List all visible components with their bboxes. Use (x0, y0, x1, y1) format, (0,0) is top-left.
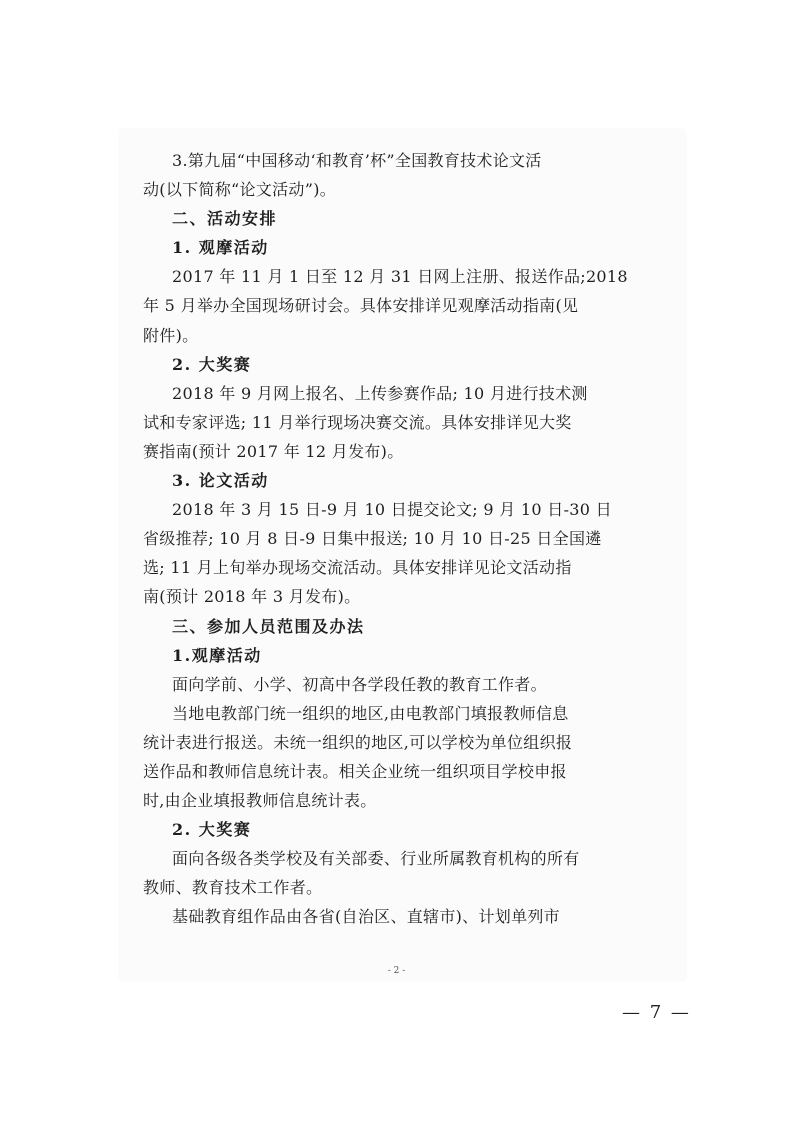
paragraph-line: 2017 年 11 月 1 日至 12 月 31 日网上注册、报送作品;2018 (172, 267, 628, 287)
paragraph-line: 附件)。 (143, 325, 199, 345)
paragraph-line: 2018 年 3 月 15 日-9 月 10 日提交论文; 9 月 10 日-30 日 (172, 500, 612, 520)
paragraph-line: 赛指南(预计 2017 年 12 月发布)。 (143, 441, 404, 461)
scan-page-number: - 2 - (387, 966, 406, 976)
paragraph-line: 动(以下简称“论文活动”)。 (143, 180, 337, 200)
subsection-heading: 1. 观摩活动 (172, 238, 269, 258)
paragraph-line: 年 5 月举办全国现场研讨会。具体安排详见观摩活动指南(见 (143, 296, 579, 316)
paragraph-line: 统计表进行报送。未统一组织的地区,可以学校为单位组织报 (143, 732, 573, 752)
paragraph-line: 时,由企业填报教师信息统计表。 (143, 791, 377, 811)
subsection-heading: 2. 大奖赛 (172, 354, 252, 374)
paragraph-line: 3.第九届“中国移动‘和教育’杯”全国教育技术论文活 (172, 151, 542, 170)
paragraph-line: 试和专家评选; 11 月举行现场决赛交流。具体安排详见大奖 (143, 412, 572, 432)
section-heading: 三、参加人员范围及办法 (172, 616, 365, 636)
document-page-number: — 7 — (622, 1002, 691, 1023)
subsection-heading: 3. 论文活动 (172, 471, 269, 491)
paragraph-line: 面向学前、小学、初高中各学段任教的教育工作者。 (172, 674, 547, 694)
paragraph-line: 送作品和教师信息统计表。相关企业统一组织项目学校申报 (143, 761, 567, 781)
section-heading: 二、活动安排 (172, 209, 278, 229)
paragraph-line: 南(预计 2018 年 3 月发布)。 (143, 587, 361, 607)
paragraph-line: 省级推荐; 10 月 8 日-9 日集中报送; 10 月 10 日-25 日全国遴 (143, 529, 602, 549)
subsection-heading: 2. 大奖赛 (172, 820, 252, 840)
subsection-heading: 1.观摩活动 (172, 645, 262, 665)
paragraph-line: 面向各级各类学校及有关部委、行业所属教育机构的所有 (172, 849, 580, 869)
paragraph-line: 基础教育组作品由各省(自治区、直辖市)、计划单列市 (172, 907, 560, 927)
paragraph-line: 教师、教育技术工作者。 (143, 878, 323, 898)
paragraph-line: 选; 11 月上旬举办现场交流活动。具体安排详见论文活动指 (143, 558, 572, 578)
document-body (143, 146, 667, 932)
paragraph-line: 2018 年 9 月网上报名、上传参赛作品; 10 月进行技术测 (172, 383, 588, 403)
paragraph-line: 当地电教部门统一组织的地区,由电教部门填报教师信息 (172, 703, 569, 723)
